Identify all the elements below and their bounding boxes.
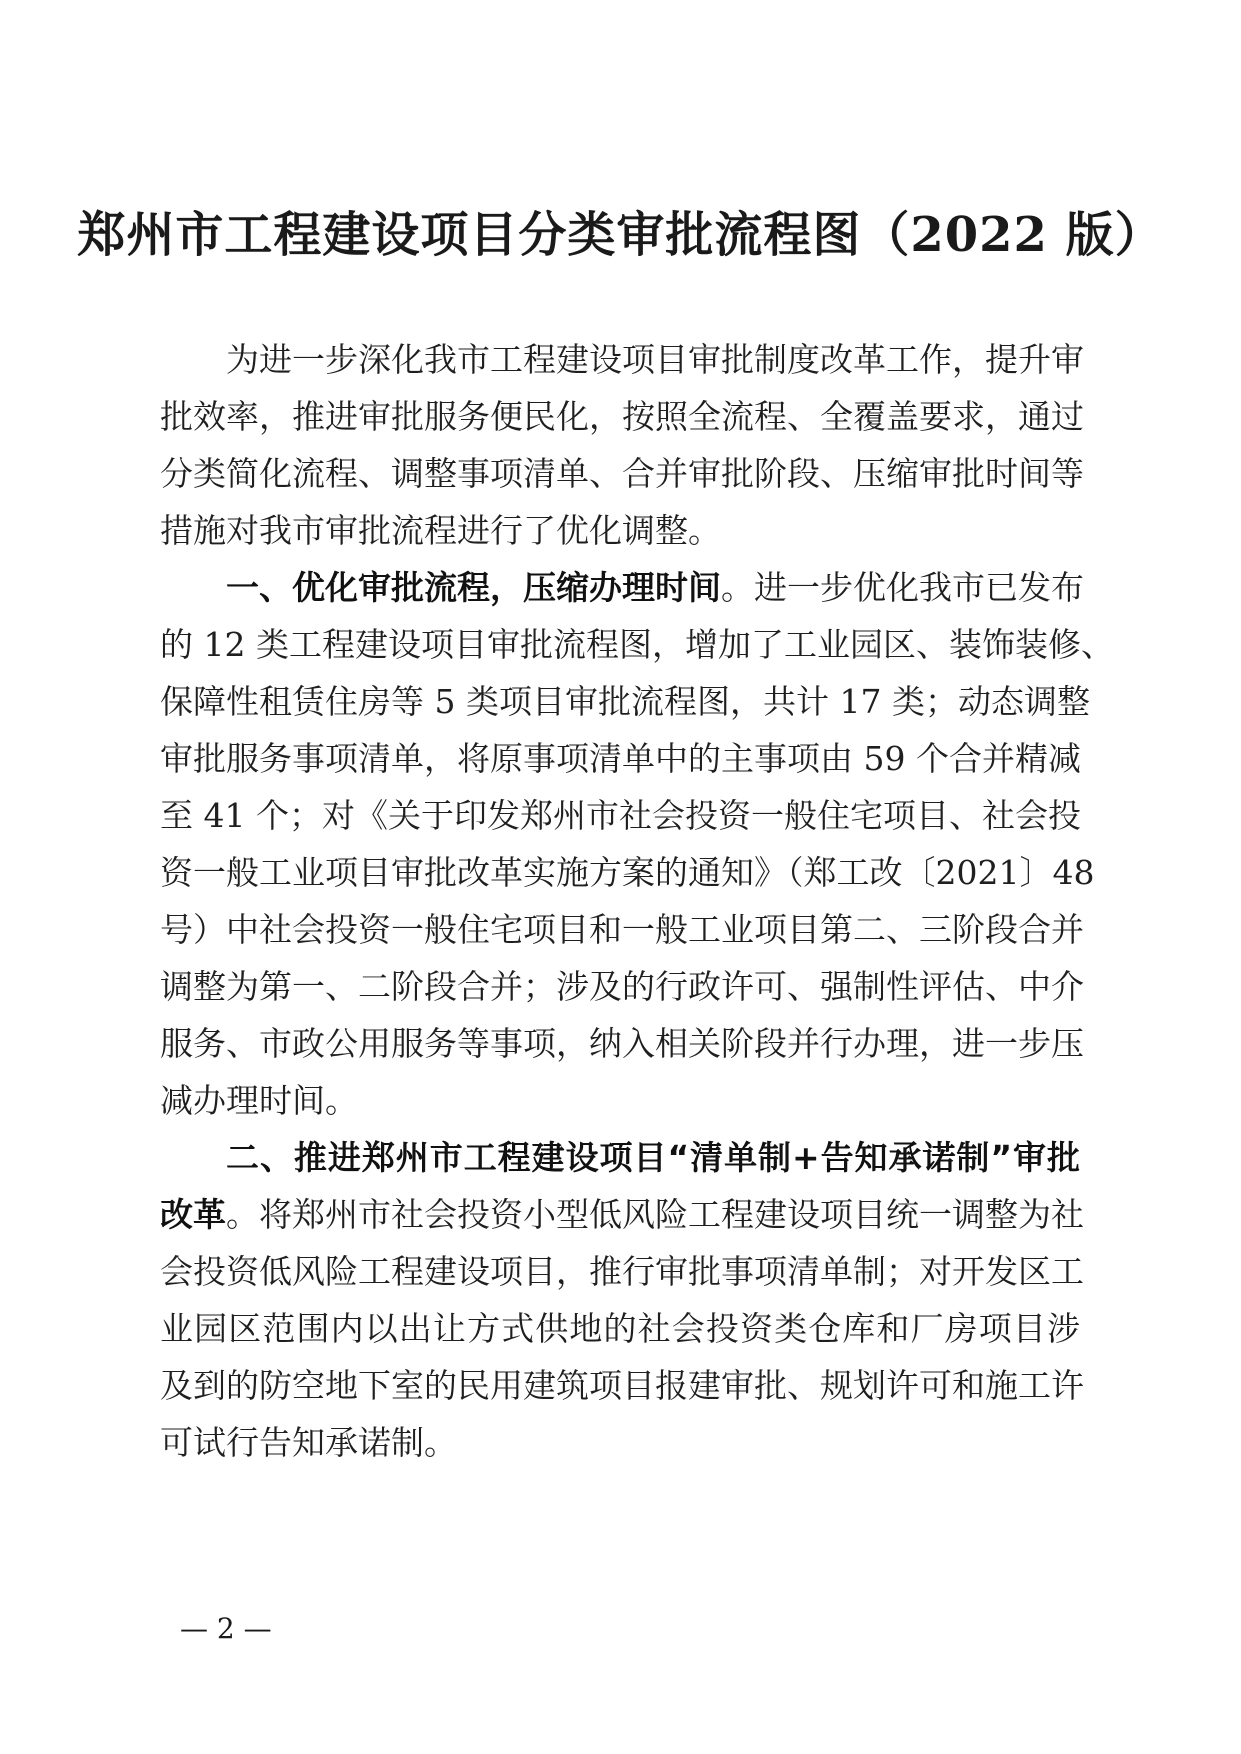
page-number: — 2 — — [180, 1612, 272, 1645]
paragraph-1-line-3: 分类简化流程、调整事项清单、合并审批阶段、压缩审批时间等 — [160, 454, 1084, 493]
paragraph-2-line-9: 服务、市政公用服务等事项，纳入相关阶段并行办理，进一步压 — [160, 1024, 1084, 1063]
paragraph-2-line-8: 调整为第一、二阶段合并；涉及的行政许可、强制性评估、中介 — [160, 967, 1084, 1006]
paragraph-3-line-4: 业园区范围内以出让方式供地的社会投资类仓库和厂房项目涉 — [160, 1309, 1080, 1348]
section-heading-2: 二、推进郑州市工程建设项目“清单制+告知承诺制”审批 — [226, 1138, 1080, 1177]
paragraph-1-line-4: 措施对我市审批流程进行了优化调整。 — [160, 511, 721, 550]
paragraph-3-line-2 — [160, 1195, 1084, 1235]
paragraph-1-line-2: 批效率，推进审批服务便民化，按照全流程、全覆盖要求，通过 — [160, 397, 1084, 436]
paragraph-2-line-3: 保障性租赁住房等 5 类项目审批流程图，共计 17 类；动态调整 — [160, 682, 1090, 721]
paragraph-2-line-6: 资一般工业项目审批改革实施方案的通知》（郑工改〔2021〕48 — [160, 853, 1095, 892]
paragraph-2-line-10: 减办理时间。 — [160, 1081, 358, 1120]
paragraph-1-line-1: 为进一步深化我市工程建设项目审批制度改革工作，提升审 — [226, 340, 1084, 379]
paragraph-3-line-3: 会投资低风险工程建设项目，推行审批事项清单制；对开发区工 — [160, 1252, 1084, 1291]
paragraph-2-line-7: 号）中社会投资一般住宅项目和一般工业项目第二、三阶段合并 — [160, 910, 1084, 949]
paragraph-2-line-1 — [160, 568, 1084, 608]
paragraph-2-line-4: 审批服务事项清单，将原事项清单中的主事项由 59 个合并精减 — [160, 739, 1081, 778]
section-heading-2-end: 改革 — [160, 1195, 226, 1234]
paragraph-2-first-text: 。进一步优化我市已发布 — [721, 568, 1084, 607]
section-heading-1: 一、优化审批流程，压缩办理时间 — [226, 568, 721, 607]
paragraph-2-line-5: 至 41 个；对《关于印发郑州市社会投资一般住宅项目、社会投 — [160, 796, 1081, 835]
paragraph-3-first-text: 。将郑州市社会投资小型低风险工程建设项目统一调整为社 — [226, 1195, 1084, 1234]
document-title: 郑州市工程建设项目分类审批流程图（2022 版） — [77, 207, 1164, 263]
paragraph-2-line-2: 的 12 类工程建设项目审批流程图，增加了工业园区、装饰装修、 — [160, 625, 1114, 664]
paragraph-3-line-5: 及到的防空地下室的民用建筑项目报建审批、规划许可和施工许 — [160, 1366, 1084, 1405]
paragraph-3-line-6: 可试行告知承诺制。 — [160, 1423, 457, 1462]
